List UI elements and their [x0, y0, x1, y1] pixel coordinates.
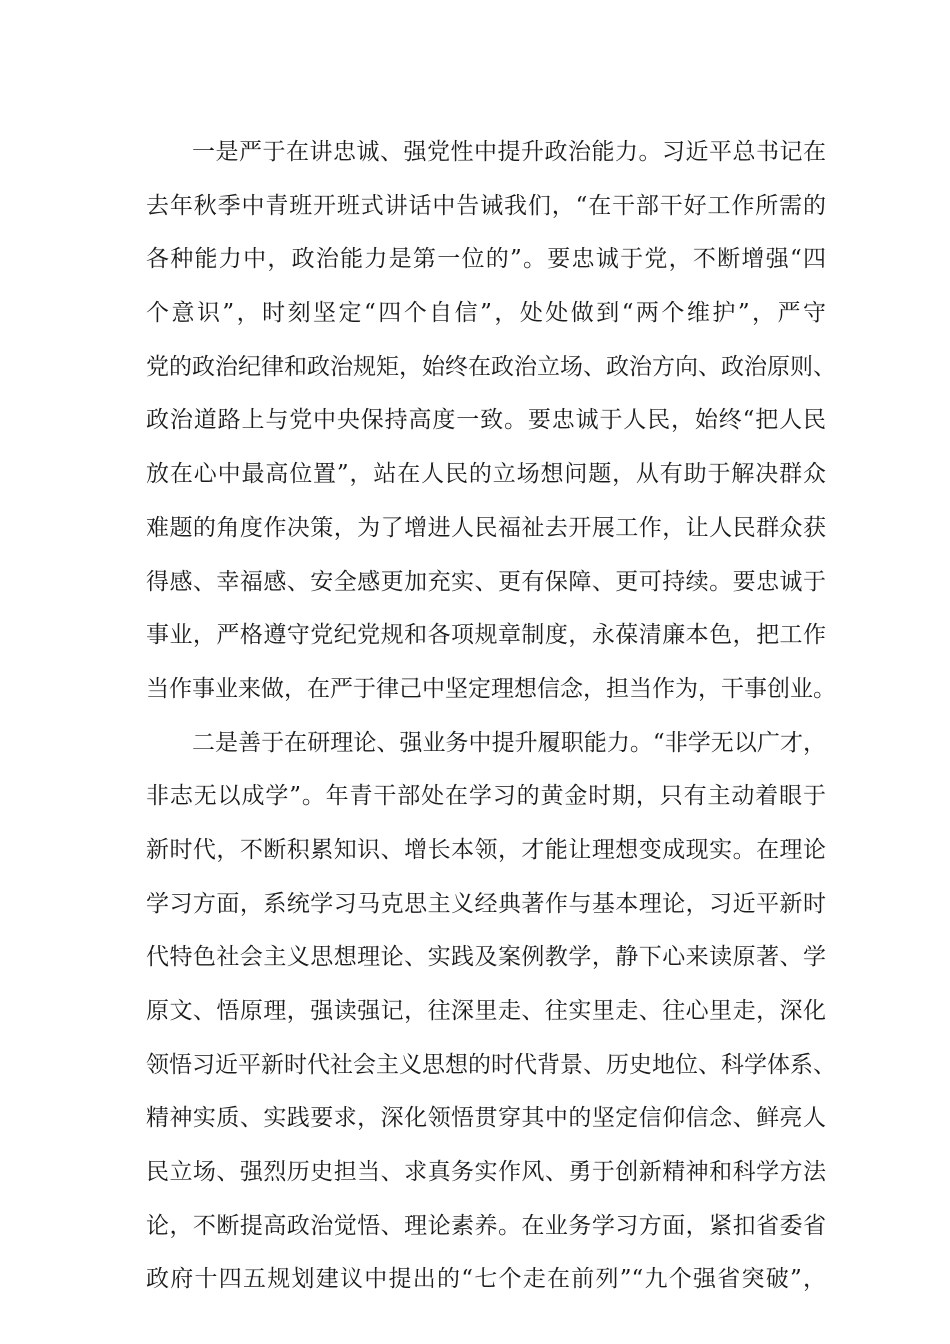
text-line: 二是善于在研理论、强业务中提升履职能力。“非学无以广才，: [192, 729, 826, 756]
text-line: 非志无以成学”。年青干部处在学习的黄金时期，只有主动着眼于: [146, 783, 826, 810]
text-line: 得感、幸福感、安全感更加充实、更有保障、更可持续。要忠诚于: [146, 568, 826, 595]
text-line: 原文、悟原理，强读强记，往深里走、往实里走、往心里走，深化: [146, 998, 826, 1024]
text-line: 去年秋季中青班开班式讲话中告诫我们，“在干部干好工作所需的: [146, 192, 826, 219]
text-line: 精神实质、实践要求，深化领悟贯穿其中的坚定信仰信念、鲜亮人: [146, 1105, 826, 1132]
text-line: 党的政治纪律和政治规矩，始终在政治立场、政治方向、政治原则、: [146, 353, 836, 380]
text-line: 论，不断提高政治觉悟、理论素养。在业务学习方面，紧扣省委省: [146, 1212, 826, 1239]
text-line: 代特色社会主义思想理论、实践及案例教学，静下心来读原著、学: [146, 944, 826, 971]
text-line: 新时代，不断积累知识、增长本领，才能让理想变成现实。在理论: [146, 836, 826, 863]
text-line: 政府十四五规划建议中提出的“七个走在前列”“九个强省突破”，: [146, 1266, 826, 1293]
text-line: 放在心中最高位置”，站在人民的立场想问题，从有助于解决群众: [146, 461, 826, 488]
text-line: 个意识”，时刻坚定“四个自信”，处处做到“两个维护”，严守: [146, 300, 826, 327]
text-line: 一是严于在讲忠诚、强党性中提升政治能力。习近平总书记在: [192, 139, 826, 165]
text-line: 民立场、强烈历史担当、求真务实作风、勇于创新精神和科学方法: [146, 1159, 826, 1186]
paragraph-2: [146, 717, 836, 1308]
text-line: 学习方面，系统学习马克思主义经典著作与基本理论，习近平新时: [146, 890, 826, 917]
paragraph-1: [146, 126, 836, 717]
text-line: 各种能力中，政治能力是第一位的”。要忠诚于党，不断增强“四: [146, 246, 826, 273]
text-line: 事业，严格遵守党纪党规和各项规章制度，永葆清廉本色，把工作: [146, 622, 826, 649]
text-line: 领悟习近平新时代社会主义思想的时代背景、历史地位、科学体系、: [146, 1051, 836, 1078]
text-line: 当作事业来做，在严于律己中坚定理想信念，担当作为，干事创业。: [146, 675, 836, 702]
document-body: [146, 126, 836, 1307]
text-line: 政治道路上与党中央保持高度一致。要忠诚于人民，始终“把人民: [146, 407, 826, 434]
text-line: 难题的角度作决策，为了增进人民福祉去开展工作，让人民群众获: [146, 514, 826, 541]
